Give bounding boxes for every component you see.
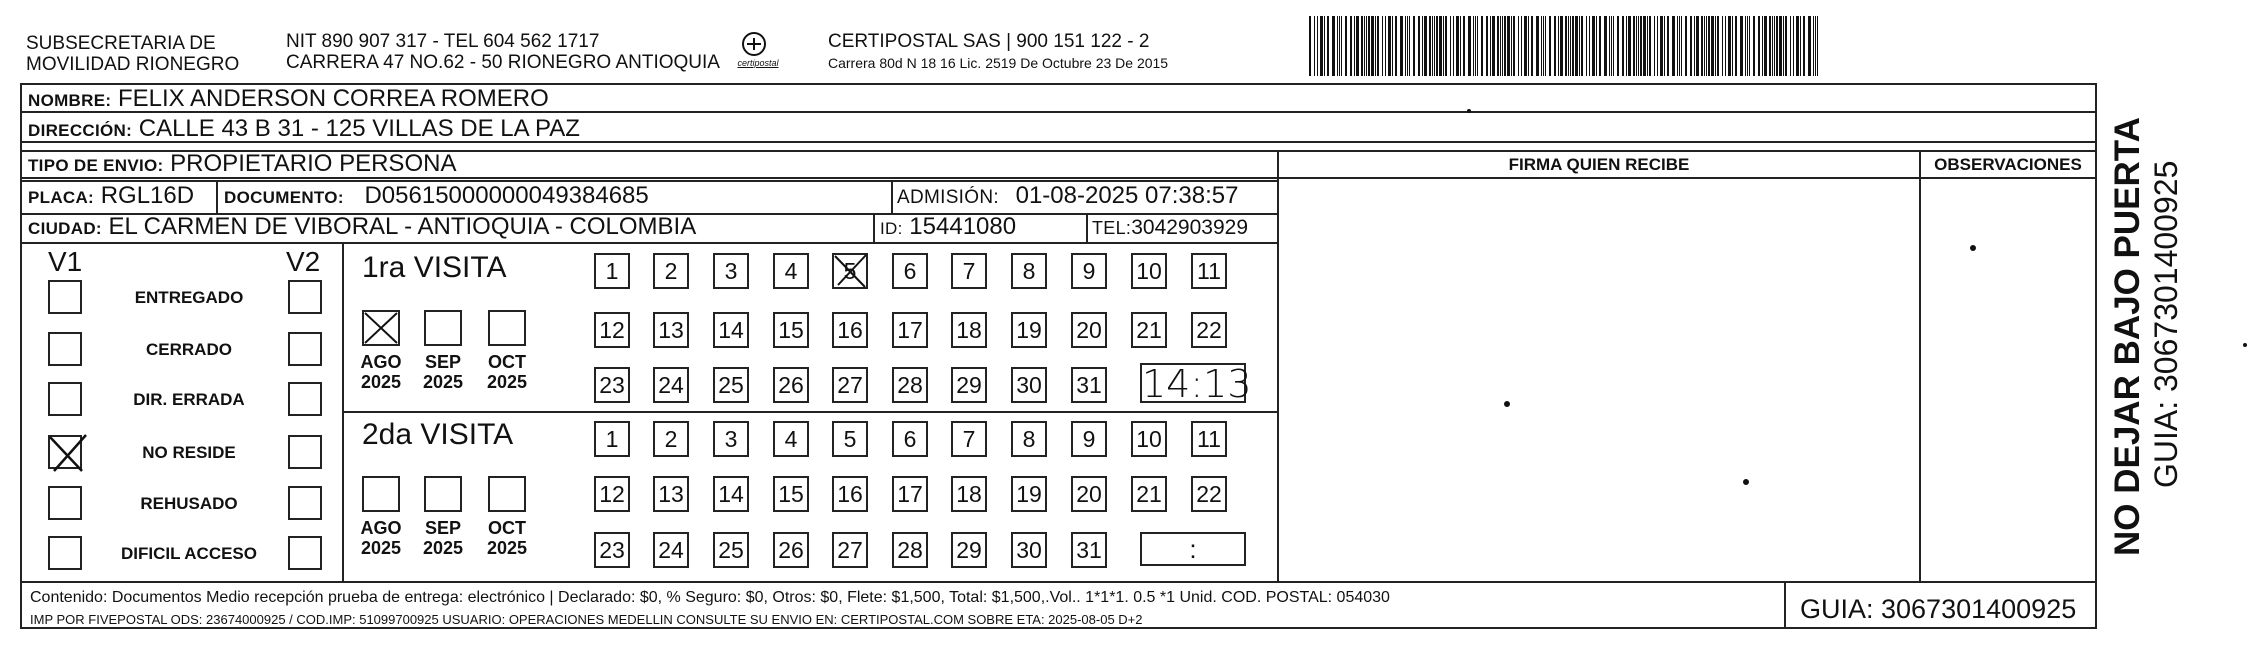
v2-checkbox[interactable] — [288, 280, 322, 314]
day-box[interactable]: 29 — [951, 532, 987, 568]
tel-value: 3042903929 — [1131, 216, 1249, 239]
tel-field — [1092, 215, 1248, 241]
documento-value: D05615000000049384685 — [364, 182, 649, 209]
admision-field — [897, 183, 1238, 211]
day-box[interactable]: 6 — [892, 421, 928, 457]
day-box[interactable]: 4 — [773, 253, 809, 289]
day-box[interactable]: 3 — [713, 253, 749, 289]
day-box[interactable]: 7 — [951, 421, 987, 457]
observations-area[interactable] — [1921, 180, 2095, 581]
day-box[interactable]: 14 — [713, 476, 749, 512]
tel-label: TEL: — [1092, 218, 1132, 238]
documento-field — [224, 183, 649, 211]
day-box[interactable]: 18 — [951, 312, 987, 348]
day-box[interactable]: 13 — [653, 476, 689, 512]
day-box[interactable]: 20 — [1071, 312, 1107, 348]
month-label: OCT — [488, 518, 526, 538]
carrier-line-2: Carrera 80d N 18 16 Lic. 2519 De Octubre 23 De 2015 — [828, 55, 1169, 71]
day-box[interactable]: 7 — [951, 253, 987, 289]
month-check-mark — [362, 310, 400, 346]
day-box[interactable]: 24 — [653, 367, 689, 403]
nombre-label: NOMBRE: — [28, 91, 112, 110]
day-check-mark — [830, 251, 870, 291]
admision-value: 01-08-2025 07:38:57 — [1015, 182, 1239, 209]
footer-guia: GUIA: 3067301400925 — [1800, 594, 2077, 624]
day-box[interactable]: 8 — [1011, 421, 1047, 457]
v1-checkbox[interactable] — [48, 332, 82, 366]
day-box[interactable]: 31 — [1071, 532, 1107, 568]
v1-checkbox[interactable] — [48, 382, 82, 416]
day-box[interactable]: 1 — [594, 421, 630, 457]
status-label: ENTREGADO — [134, 288, 244, 307]
month-checkbox-oct[interactable] — [488, 476, 526, 512]
id-value: 15441080 — [909, 213, 1017, 240]
day-box[interactable]: 30 — [1011, 367, 1047, 403]
day-box[interactable]: 26 — [773, 532, 809, 568]
guide-barcode — [1309, 16, 1941, 76]
day-box[interactable]: 15 — [773, 312, 809, 348]
sender-line-2: MOVILIDAD RIONEGRO — [26, 54, 240, 75]
month-label: OCT — [488, 352, 526, 372]
documento-label: DOCUMENTO: — [224, 188, 344, 207]
day-box[interactable]: 11 — [1191, 421, 1227, 457]
day-box[interactable]: 25 — [713, 367, 749, 403]
year-label: 2025 — [422, 538, 464, 558]
day-box[interactable]: 18 — [951, 476, 987, 512]
day-box[interactable]: 27 — [832, 367, 868, 403]
tipo-envio-field — [28, 151, 456, 179]
day-box[interactable]: 13 — [653, 312, 689, 348]
day-box[interactable]: 8 — [1011, 253, 1047, 289]
ciudad-field — [28, 214, 696, 242]
day-box[interactable]: 11 — [1191, 253, 1227, 289]
month-label: SEP — [424, 352, 462, 372]
v1-checkbox[interactable] — [48, 280, 82, 314]
day-box[interactable]: 24 — [653, 532, 689, 568]
status-label: DIR. ERRADA — [133, 390, 245, 409]
year-label: 2025 — [486, 538, 528, 558]
signature-area[interactable] — [1279, 180, 1919, 581]
visit1-title: 1ra VISITA — [362, 251, 507, 284]
day-box[interactable]: 2 — [653, 253, 689, 289]
side-guia: GUIA: 3067301400925 — [2148, 160, 2184, 488]
placa-field — [28, 183, 194, 211]
v2-checkbox[interactable] — [288, 382, 322, 416]
v2-label: V2 — [286, 246, 321, 277]
nombre-value: FELIX ANDERSON CORREA ROMERO — [118, 85, 549, 112]
v2-checkbox[interactable] — [288, 435, 322, 469]
sender-name — [26, 33, 239, 75]
year-label: 2025 — [422, 372, 464, 392]
visit2-time-box[interactable]: : — [1140, 532, 1246, 566]
tipo-envio-label: TIPO DE ENVIO: — [28, 156, 164, 175]
status-label: NO RESIDE — [142, 443, 236, 462]
placa-label: PLACA: — [28, 188, 95, 207]
day-box[interactable]: 9 — [1071, 253, 1107, 289]
visit1-time-box[interactable]: 14:13 — [1142, 362, 1252, 406]
sender-info — [286, 31, 720, 73]
day-box[interactable]: 14 — [713, 312, 749, 348]
observaciones-header: OBSERVACIONES — [1934, 155, 2082, 174]
day-box[interactable]: 6 — [892, 253, 928, 289]
day-box[interactable]: 22 — [1191, 312, 1227, 348]
day-box[interactable]: 27 — [832, 532, 868, 568]
month-label: AGO — [360, 352, 402, 372]
day-box[interactable]: 12 — [594, 476, 630, 512]
v1-checkbox[interactable] — [48, 536, 82, 570]
year-label: 2025 — [486, 372, 528, 392]
sender-line-1: SUBSECRETARIA DE — [26, 33, 216, 54]
day-box[interactable]: 16 — [832, 476, 868, 512]
day-box[interactable]: 30 — [1011, 532, 1047, 568]
firma-header: FIRMA QUIEN RECIBE — [1508, 155, 1690, 174]
id-field — [880, 214, 1016, 242]
day-box[interactable]: 28 — [892, 532, 928, 568]
day-box[interactable]: 28 — [892, 367, 928, 403]
month-checkbox-oct[interactable] — [488, 310, 526, 346]
carrier-info — [828, 31, 1168, 72]
ciudad-value: EL CARMEN DE VIBORAL - ANTIOQUIA - COLOMBIA — [108, 213, 697, 240]
day-box[interactable]: 9 — [1071, 421, 1107, 457]
day-box[interactable]: 25 — [713, 532, 749, 568]
direccion-label: DIRECCIÓN: — [28, 121, 133, 140]
month-checkbox-sep[interactable] — [424, 310, 462, 346]
status-label: DIFICIL ACCESO — [120, 544, 257, 563]
footer-print-info: IMP POR FIVEPOSTAL ODS: 23674000925 / COD.IMP: 51099700925 USUARIO: OPERACIONES MEDELLIN CONSULTE SU ENVIO EN: CERTIPOSTAL.COM SOBRE ETA: 2025-08-05 D+2 — [30, 612, 1143, 627]
day-box[interactable]: 1 — [594, 253, 630, 289]
day-box[interactable]: 23 — [594, 367, 630, 403]
status-label: CERRADO — [146, 340, 232, 359]
sender-info-line-1: NIT 890 907 317 - TEL 604 562 1717 — [286, 31, 600, 52]
day-box[interactable]: 26 — [773, 367, 809, 403]
day-box[interactable]: 22 — [1191, 476, 1227, 512]
month-label: AGO — [360, 518, 402, 538]
day-box[interactable]: 20 — [1071, 476, 1107, 512]
v2-checkbox[interactable] — [288, 536, 322, 570]
sender-info-line-2: CARRERA 47 NO.62 - 50 RIONEGRO ANTIOQUIA — [286, 52, 720, 73]
tipo-envio-value: PROPIETARIO PERSONA — [170, 150, 457, 177]
v1-label: V1 — [48, 246, 83, 277]
status-label: REHUSADO — [140, 494, 238, 513]
day-box[interactable]: 12 — [594, 312, 630, 348]
day-box[interactable]: 10 — [1131, 421, 1167, 457]
day-box[interactable]: 31 — [1071, 367, 1107, 403]
v2-checkbox[interactable] — [288, 332, 322, 366]
day-box[interactable]: 21 — [1131, 476, 1167, 512]
day-box[interactable]: 10 — [1131, 253, 1167, 289]
visit2-title: 2da VISITA — [362, 418, 514, 451]
day-box[interactable]: 5 — [832, 421, 868, 457]
placa-value: RGL16D — [100, 182, 195, 209]
direccion-field — [28, 116, 580, 144]
admision-label: ADMISIÓN: — [897, 187, 999, 208]
v2-checkbox[interactable] — [288, 486, 322, 520]
year-label: 2025 — [360, 538, 402, 558]
direccion-value: CALLE 43 B 31 - 125 VILLAS DE LA PAZ — [138, 115, 580, 142]
v1-check-mark — [46, 431, 90, 475]
day-box[interactable]: 21 — [1131, 312, 1167, 348]
month-checkbox-ago[interactable] — [362, 476, 400, 512]
day-box[interactable]: 17 — [892, 312, 928, 348]
logo-text: certipostal — [737, 58, 779, 68]
id-label: ID: — [880, 219, 903, 238]
day-box[interactable]: 29 — [951, 367, 987, 403]
day-box[interactable]: 2 — [653, 421, 689, 457]
year-label: 2025 — [360, 372, 402, 392]
day-box[interactable]: 19 — [1011, 312, 1047, 348]
day-box[interactable]: 4 — [773, 421, 809, 457]
v1-checkbox[interactable] — [48, 486, 82, 520]
month-checkbox-sep[interactable] — [424, 476, 462, 512]
day-box[interactable]: 23 — [594, 532, 630, 568]
day-box[interactable]: 19 — [1011, 476, 1047, 512]
day-box[interactable]: 15 — [773, 476, 809, 512]
footer-content: Contenido: Documentos Medio recepción prueba de entrega: electrónico | Declarado: $0, % Seguro: $0, Otros: $0, Flete: $1,500, Total: $1,500,.Vol.. 1*1*1. 0.5 *1 Unid. COD. POSTAL: 054030 — [30, 589, 1390, 606]
month-label: SEP — [424, 518, 462, 538]
no-dejar-bajo-puerta: NO DEJAR BAJO PUERTA — [2108, 117, 2147, 556]
carrier-line-1: CERTIPOSTAL SAS | 900 151 122 - 2 — [828, 31, 1150, 52]
day-box[interactable]: 3 — [713, 421, 749, 457]
day-box[interactable]: 16 — [832, 312, 868, 348]
day-box[interactable]: 17 — [892, 476, 928, 512]
ciudad-label: CIUDAD: — [28, 219, 102, 238]
day-box[interactable]: 5 — [832, 253, 868, 289]
nombre-field — [28, 86, 549, 114]
